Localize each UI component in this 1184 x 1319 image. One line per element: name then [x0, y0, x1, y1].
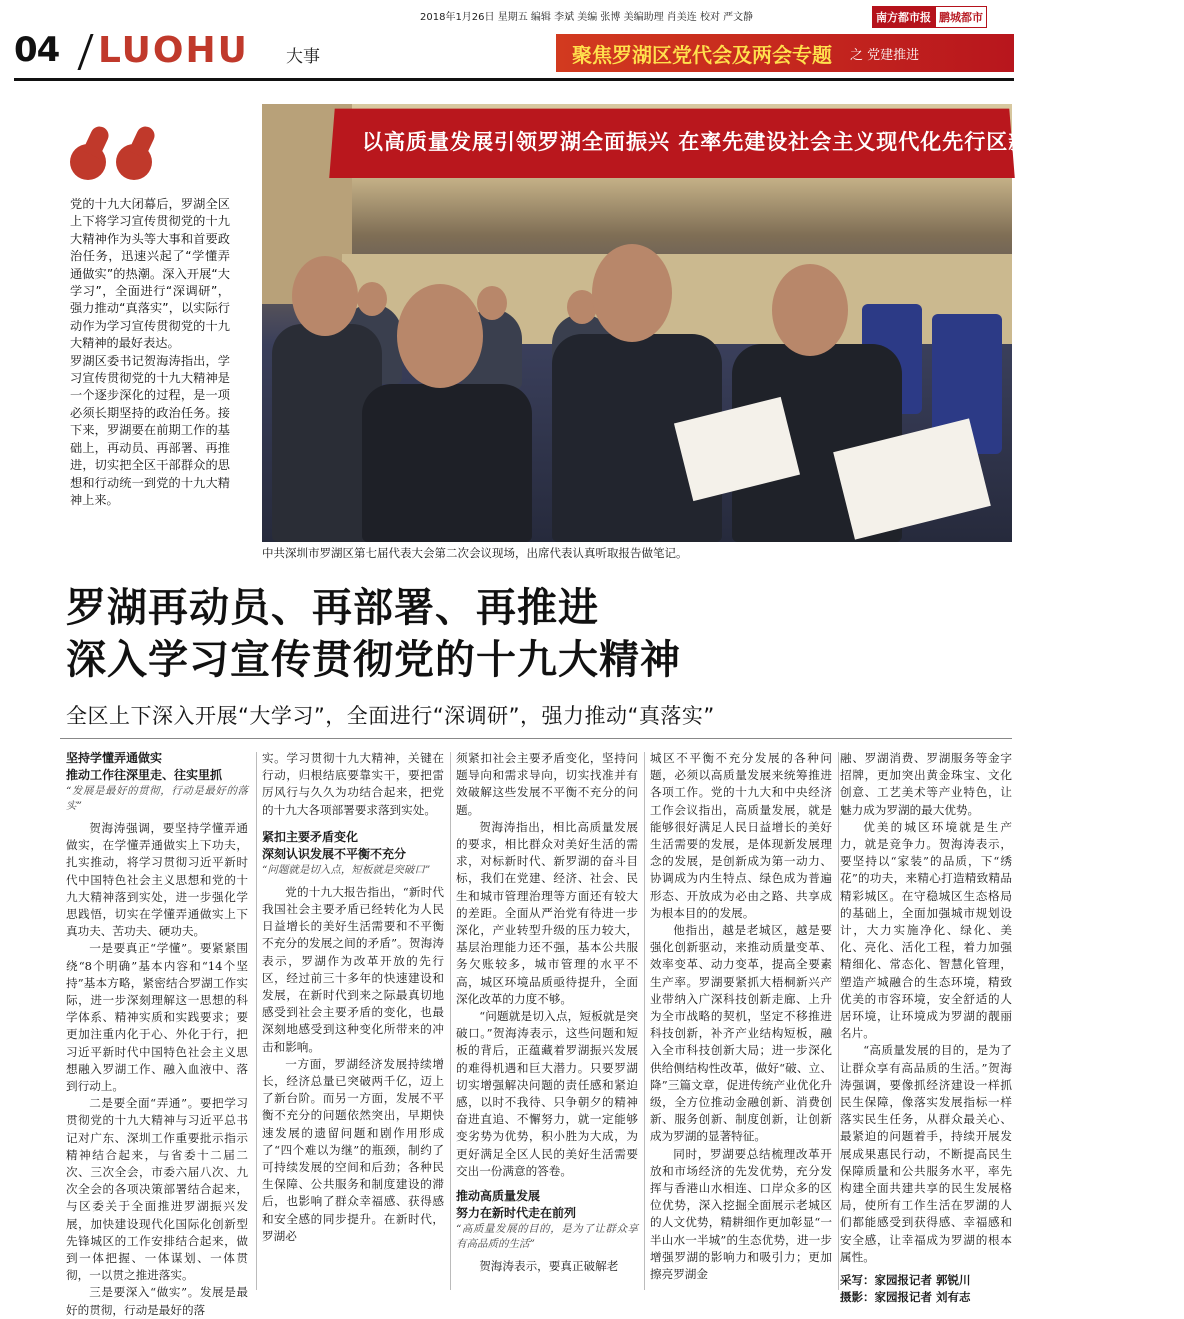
article-column-3 — [456, 750, 638, 1275]
body-paragraph: 贺海涛强调，要坚持学懂弄通做实，在学懂弄通做实上下功夫，扎实推动，将学习贯彻习近平新时代中国特色社会主义思想和党的十九大精神落到实处，进一步强化学思践悟，切实在学懂弄通做实上下真功夫、苦功夫、硬功夫。 — [66, 821, 248, 939]
intro-paragraph: 党的十九大闭幕后，罗湖全区上下将学习宣传贯彻党的十九大精神作为头等大事和首要政治任务，迅速兴起了“学懂弄通做实”的热潮。深入开展“大学习”，全面进行“深调研”，强力推动“真落实”，以实际行动作为学习宣传贯彻党的十九大精神的最好表达。 — [70, 197, 230, 351]
article-column-4 — [650, 750, 832, 1283]
section-quote: “发展是最好的贯彻，行动是最好的落实” — [66, 785, 248, 812]
body-paragraph: 他指出，越是老城区，越是要强化创新驱动，来推动质量变革、效率变革、动力变革，提高全要素生产率。罗湖要紧抓大梧桐新兴产业带纳入广深科技创新走廊、上升为全市战略的契机，坚定不移推进科技创新，补齐产业结构短板，融入全市科技创新大局；进一步深化供给侧结构性改革，做好“破、立、降”三篇文章，促进传统产业优化升级，全方位推动金融创新、消费创新、服务创新、制度创新，让创新成为罗湖的显著特征。 — [650, 923, 832, 1144]
column-divider — [256, 752, 257, 1290]
body-paragraph: “高质量发展的目的，是为了让群众享有高品质的生活。”贺海涛强调，要像抓经济建设一样抓民生保障，像落实发展指标一样落实民生任务，从群众最关心、最紧迫的问题着手，持续开展发展成果惠民行动，不断提高民生保障质量和公共服务水平，率先构建全面共建共享的民生发展格局，使所有工作生活在罗湖的人们都能感受到获得感、幸福感和安全感，让幸福成为罗湖的根本属性。 — [840, 1043, 1012, 1264]
headline-line: 深入学习宣传贯彻党的十九大精神 — [66, 637, 681, 683]
photo-caption: 中共深圳市罗湖区第七届代表大会第二次会议现场，出席代表认真听取报告做笔记。 — [262, 546, 688, 560]
article-column-2 — [262, 750, 444, 1245]
byline-photographer: 摄影：家园报记者 刘有志 — [840, 1290, 971, 1305]
issue-meta: 2018年1月26日 星期五 编辑 李斌 美编 张博 美编助理 肖美连 校对 严文静 — [420, 12, 754, 23]
section-subname: 大事 — [286, 47, 320, 67]
quote-mark-icon — [70, 126, 156, 182]
newspaper-brand — [872, 6, 1014, 28]
section-heading: 紧扣主要矛盾变化 — [262, 829, 359, 844]
article-column-1 — [66, 750, 248, 1319]
section-quote: “问题就是切入点，短板就是突破口” — [262, 863, 431, 876]
headline-rule — [60, 738, 1012, 739]
body-paragraph: “问题就是切入点，短板就是突破口。”贺海涛表示，这些问题和短板的背后，正蕴藏着罗湖振兴发展的难得机遇和巨大潜力。只要罗湖切实增强解决问题的责任感和紧迫感，以时不我待、只争朝夕的精神奋进直追、不懈努力，就一定能够变劣势为优势，积小胜为大成，为更好满足全区人民的美好生活需要交出一份满意的答卷。 — [456, 1009, 638, 1178]
body-paragraph: 一方面，罗湖经济发展持续增长，经济总量已突破两千亿，迈上了新台阶。而另一方面，发展不平衡不充分的问题依然突出，早期快速发展的遗留问题和剧作用形成了“四个难以为继”的瓶颈，制约了可持续发展的空间和后劲；各种民生保障、公共服务和制度建设的滞后，也影响了群众幸福感、获得感和安全感的同步提升。在新时代，罗湖必 — [262, 1056, 444, 1243]
body-paragraph: 同时，罗湖要总结梳理改革开放和市场经济的先发优势，充分发挥与香港山水相连、口岸众多的区位优势，深入挖掘全面展示老城区的人文优势，精耕细作更加彰显“一半山水一半城”的生态优势，进一步增强罗湖的影响力和吸引力；更加擦亮罗湖金 — [650, 1146, 832, 1282]
brand-logo-main: 南方都市报 — [872, 6, 935, 28]
subheadline: 全区上下深入开展“大学习”，全面进行“深调研”，强力推动“真落实” — [66, 704, 715, 728]
brand-logo-sub: 鹏城都市 — [935, 6, 987, 28]
section-heading: 推动工作往深里走、往实里抓 — [66, 768, 223, 782]
page-number: 04 — [14, 30, 60, 70]
photo-banner-text: 以高质量发展引领罗湖全面振兴 在率先建设社会主义现代化先行区新征程中勇当先锋 — [362, 130, 1184, 154]
article-column-5 — [840, 750, 1012, 1306]
column-divider — [450, 752, 451, 1290]
intro-sidebar — [70, 196, 230, 509]
section-name: LUOHU — [98, 30, 249, 71]
section-quote: “高质量发展的目的，是为了让群众享有高品质的生活” — [456, 1223, 638, 1251]
intro-paragraph: 罗湖区委书记贺海涛指出，学习宣传贯彻党的十九大精神是一个逐步深化的过程，是一项必须长期坚持的政治任务。接下来，罗湖要在前期工作的基础上，再动员、再部署、再推进，切实把全区干部群众的思想和行动统一到党的十九大精神上来。 — [70, 353, 230, 507]
body-paragraph: 城区不平衡不充分发展的各种问题，必须以高质量发展来统筹推进各项工作。党的十九大和中央经济工作会议指出，高质量发展，就是能够很好满足人民日益增长的美好生活需要的发展，是体现新发展理念的发展，是创新成为第一动力、协调成为内生特点、绿色成为普遍形态、开放成为必由之路、共享成为根本目的的发展。 — [650, 751, 832, 920]
body-paragraph: 党的十九大报告指出，“新时代我国社会主要矛盾已经转化为人民日益增长的美好生活需要和不平衡不充分的发展之间的矛盾”。贺海涛表示，罗湖作为改革开放的先行区，经过前三十多年的快速建设和发展，在新时代到来之际最真切地感受到社会主要矛盾的变化，也最深刻地感受到这种变化所带来的冲击和影响。 — [262, 884, 444, 1054]
column-divider — [838, 752, 839, 1290]
section-heading: 坚持学懂弄通做实 — [66, 751, 163, 765]
page-slash — [77, 34, 93, 70]
headline — [66, 582, 681, 686]
column-divider — [644, 752, 645, 1290]
headline-line: 罗湖再动员、再部署、再推进 — [66, 585, 599, 631]
byline-writer: 采写：家园报记者 郭锐川 — [840, 1273, 971, 1288]
topic-banner-sub: 之 党建推进 — [850, 47, 920, 63]
section-heading: 深刻认识发展不平衡不充分 — [262, 846, 407, 861]
header-rule — [14, 78, 1014, 81]
body-paragraph: 三是要深入“做实”。发展是最好的贯彻，行动是最好的落 — [66, 1285, 248, 1317]
topic-banner-title: 聚焦罗湖区党代会及两会专题 — [572, 42, 832, 67]
meeting-photo — [262, 104, 1184, 542]
body-paragraph: 贺海涛指出，相比高质量发展的要求，相比群众对美好生活的需求，对标新时代、新罗湖的奋斗目标，我们在党建、经济、社会、民生和城市管理治理等方面还有较大的差距。全面从严治党有待进一步深化，产业转型升级的压力较大，基层治理能力还不强，基本公共服务欠账较多，城市管理的水平不高，城区环境品质亟待提升，全面深化改革的力度不够。 — [456, 819, 638, 1006]
body-paragraph: 优美的城区环境就是生产力，就是竞争力。贺海涛表示，要坚持以“家装”的品质，下“绣花”的功夫，来精心打造精致精品精彩城区。在守稳城区生态格局的基础上，全面加强城市规划设计，大力实施净化、绿化、美化、亮化、活化工程，着力加强精细化、常态化、智慧化管理，塑造产城融合的生态环境，精致优美的市容环境，安全舒适的人居环境，让环境成为罗湖的靓丽名片。 — [840, 819, 1012, 1041]
body-paragraph: 实。学习贯彻十九大精神，关键在行动，归根结底要靠实干，要把雷厉风行与久久为功结合起来，把党的十九大各项部署要求落到实处。 — [262, 751, 444, 817]
body-paragraph: 一是要真正“学懂”。要紧紧围绕“8个明确”基本内容和“14个坚持”基本方略，紧密结合罗湖工作实际，进一步深刻理解这一思想的科学体系、精神实质和实践要求；要更加注重内化于心、外化于行，把习近平新时代中国特色社会主义思想融入罗湖工作、融入血液中、落到行动上。 — [66, 941, 248, 1094]
body-paragraph: 二是要全面“弄通”。要把学习贯彻党的十九大精神与习近平总书记对广东、深圳工作重要批示指示精神结合起来，与省委十二届二次、三次全会，市委六届八次、九次全会的各项决策部署结合起来，与区委关于全面推进罗湖振兴发展，加快建设现代化国际化创新型先锋城区的工作安排结合起来，做到一体把握、一体谋划、一体贯彻，一以贯之推进落实。 — [66, 1096, 248, 1283]
body-paragraph: 须紧扣社会主要矛盾变化，坚持问题导向和需求导向，切实找准并有效破解这些发展不平衡不充分的问题。 — [456, 751, 638, 817]
body-paragraph: 融、罗湖消费、罗湖服务等金字招牌，更加突出黄金珠宝、文化创意、工艺美术等产业特色，让魅力成为罗湖的最大优势。 — [840, 751, 1012, 817]
section-heading: 努力在新时代走在前列 — [456, 1206, 577, 1221]
topic-banner — [556, 34, 1014, 72]
body-paragraph: 贺海涛表示，要真正破解老 — [479, 1259, 619, 1274]
section-heading: 推动高质量发展 — [456, 1189, 541, 1204]
